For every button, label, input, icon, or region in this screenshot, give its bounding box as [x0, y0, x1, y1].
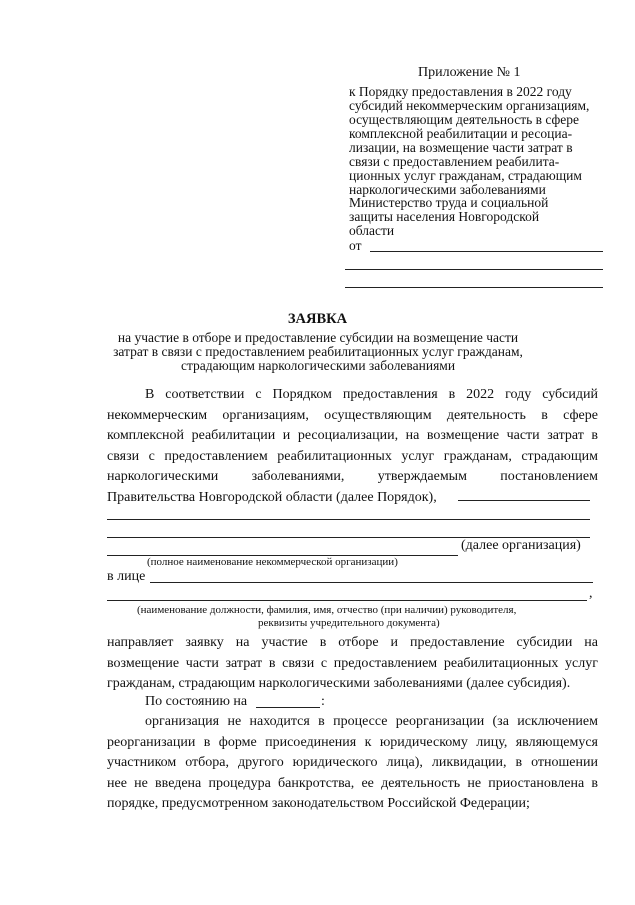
paragraph-line: гражданам, страдающим наркологическими заболеваниями (далее субсидия). — [107, 676, 571, 691]
appendix-line: комплексной реабилитации и ресоциа- — [349, 126, 573, 141]
paragraph-line: комплексной реабилитации и ресоциализации, на возмещение части затрат в — [107, 428, 598, 443]
status-date-prefix: По состоянию на — [145, 694, 248, 709]
order-field[interactable] — [458, 500, 590, 501]
appendix-line: субсидий некоммерческим организациям, — [349, 98, 590, 113]
organization-suffix: (далее организация) — [461, 538, 581, 553]
status-date-field[interactable] — [256, 707, 320, 708]
paragraph-request — [107, 633, 598, 695]
recipient-line: Министерство труда и социальной — [349, 195, 549, 210]
appendix-line: осуществляющим деятельность в сфере — [349, 112, 580, 127]
appendix-line: связи с предоставлением реабилита- — [349, 154, 560, 169]
paragraph-line: наркологическими заболеваниями, утверждаемым постановлением — [107, 469, 598, 484]
person-field-line-1[interactable] — [150, 582, 593, 583]
person-caption-2: реквизиты учредительного документа) — [258, 617, 440, 629]
recipient-line: области — [349, 223, 395, 238]
recipient-block — [349, 196, 548, 238]
paragraph-line: нее не введена процедура банкротства, ее деятельность не приостановлена в — [107, 775, 598, 791]
appendix-line: ционных услуг гражданам, страдающим — [349, 168, 582, 183]
paragraph-line: Правительства Новгородской области (далее Порядок), — [107, 489, 437, 505]
document-subtitle: на участие в отборе и предоставление субсидии на возмещение части затрат в связи с предоставлением реабилитационных услуг гражданам, страдающим наркологическими заболеваниями — [113, 330, 523, 373]
appendix-line: к Порядку предоставления в 2022 году — [349, 84, 572, 99]
organization-caption: (полное наименование некоммерческой организации) — [147, 556, 398, 568]
person-label: в лице — [107, 569, 146, 584]
appendix-reference — [349, 85, 589, 197]
paragraph-line: В соответствии с Порядком предоставления в 2022 году субсидий — [145, 387, 598, 402]
person-caption-1: (наименование должности, фамилия, имя, отчество (при наличии) руководителя, — [137, 604, 517, 616]
paragraph-line: некоммерческим организациям, осуществляющим деятельность в сфере — [107, 407, 598, 423]
appendix-title: Приложение № 1 — [418, 65, 521, 80]
document-title: ЗАЯВКА — [287, 311, 348, 327]
paragraph-line: направляет заявку на участие в отборе и предоставление субсидии на — [107, 635, 598, 650]
status-date-suffix: : — [321, 694, 325, 709]
from-field-line-2[interactable] — [345, 269, 603, 270]
from-field[interactable] — [370, 251, 603, 252]
from-field-line-3[interactable] — [345, 287, 603, 288]
paragraph-line: участником отбора, другого юридического лица), ликвидации, в отношении — [107, 755, 598, 770]
paragraph-line: организация не находится в процессе реорганизации (за исключением — [145, 714, 598, 729]
paragraph-conditions — [107, 712, 598, 815]
person-field-line-2[interactable] — [107, 600, 587, 601]
paragraph-line: порядке, предусмотренном законодательством Российской Федерации; — [107, 796, 530, 811]
person-comma: , — [589, 586, 593, 601]
recipient-line: защиты населения Новгородской — [349, 209, 540, 224]
appendix-line: лизации, на возмещение части затрат в — [349, 140, 573, 155]
appendix-line: наркологическими заболеваниями — [349, 182, 546, 197]
paragraph-line: возмещение части затрат в связи с предоставлением реабилитационных услуг — [107, 655, 598, 671]
organization-field-line-1[interactable] — [107, 519, 590, 520]
from-label: от — [349, 238, 362, 253]
paragraph-intro — [107, 385, 598, 508]
paragraph-line: реорганизации в форме присоединения к юридическому лицу, являющемуся — [107, 734, 598, 750]
paragraph-line: связи с предоставлением реабилитационных услуг гражданам, страдающим — [107, 448, 598, 464]
